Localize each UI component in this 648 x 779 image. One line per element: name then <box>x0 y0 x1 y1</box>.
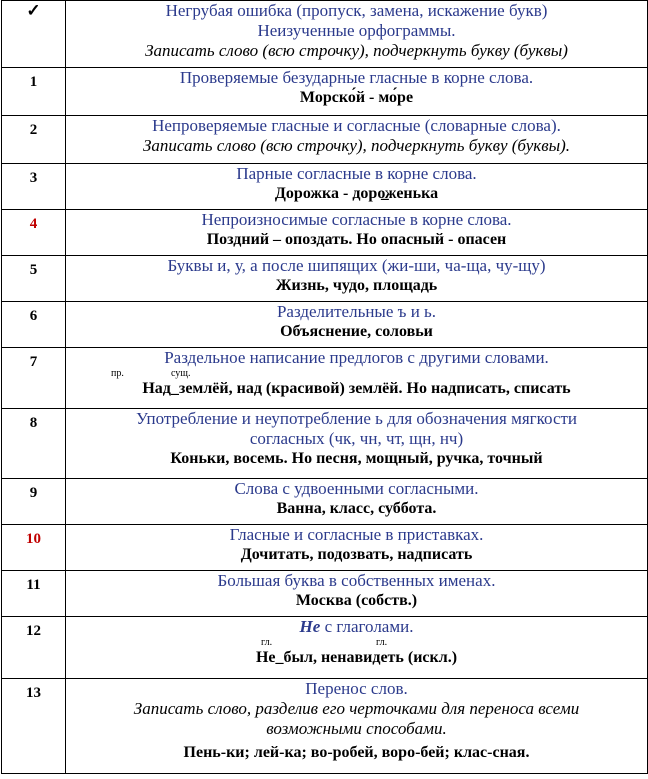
rule-text: с глаголами. <box>320 617 414 636</box>
row-number: ✓ <box>2 1 66 68</box>
noun-label: сущ. <box>171 368 191 379</box>
verb-label: гл. <box>261 637 273 648</box>
preposition-label: пр. <box>111 368 124 379</box>
rule-text: Парные согласные в корне слова. <box>236 164 477 183</box>
row-number: 11 <box>2 571 66 617</box>
rule-text: Негрубая ошибка (пропуск, замена, искажение букв) <box>165 1 548 20</box>
instruction-text: Записать слово (всю строчку), подчеркнуть букву (буквы) <box>145 41 568 60</box>
row-number: 7 <box>2 348 66 409</box>
example-text: Пень-ки; лей-ка; во-робей, воро-бей; клас-сная. <box>183 744 530 761</box>
example-text: Дочитать, подозвать, надписать <box>240 546 473 563</box>
table-row <box>2 679 648 774</box>
rule-text-line2: согласных (чк, чн, чт, щн, нч) <box>249 429 464 448</box>
instruction-text: Записать слово, разделив его черточками для переноса всеми <box>133 699 580 718</box>
row-number: 10 <box>2 525 66 571</box>
rule-text: Раздельное написание предлогов с другими словами. <box>164 348 549 367</box>
example-text: Жизнь, чудо, площадь <box>275 277 438 294</box>
rule-text: Разделительные ъ и ь. <box>276 302 437 321</box>
row-number: 9 <box>2 479 66 525</box>
table-row <box>2 164 648 210</box>
rule-text: Непроизносимые согласные в корне слова. <box>201 210 512 229</box>
table-row <box>2 116 648 164</box>
table-row <box>2 1 648 68</box>
row-number: 8 <box>2 409 66 479</box>
table-row <box>2 68 648 116</box>
rule-text-line2: Неизученные орфограммы. <box>257 21 456 40</box>
ne-particle: Не <box>299 617 321 636</box>
instruction-text-line2: возможными способами. <box>266 719 447 738</box>
instruction-text: Записать слово (всю строчку), подчеркнуть букву (буквы). <box>142 136 571 155</box>
rule-text: Большая буква в собственных именах. <box>217 571 496 590</box>
rule-text: Употребление и неупотребление ь для обозначения мягкости <box>135 409 578 428</box>
table-row <box>2 348 648 409</box>
row-number: 13 <box>2 679 66 774</box>
table-row <box>2 210 648 256</box>
table-row <box>2 302 648 348</box>
rule-text: Непроверяемые гласные и согласные (словарные слова). <box>152 116 561 135</box>
example-text: Ванна, класс, суббота. <box>276 500 437 517</box>
example-text: Поздний – опоздать. Но опасный - опасен <box>206 231 507 248</box>
rule-text: Слова с удвоенными согласными. <box>234 479 479 498</box>
spelling-errors-table <box>1 0 648 774</box>
rule-text: Перенос слов. <box>305 679 408 698</box>
row-number: 6 <box>2 302 66 348</box>
table-row <box>2 409 648 479</box>
row-number: 4 <box>2 210 66 256</box>
verb-label: гл. <box>376 637 388 648</box>
example-text: Над_землёй, над (красивой) землёй. Но надписать, списать <box>142 380 571 397</box>
example-text: Коньки, восемь. Но песня, мощный, ручка, точный <box>170 450 543 467</box>
rule-text: Буквы и, у, а после шипящих (жи-ши, ча-ща, чу-щу) <box>167 256 546 275</box>
table-row <box>2 256 648 302</box>
rule-text: Гласные и согласные в приставках. <box>229 525 484 544</box>
rule-text: Проверяемые безударные гласные в корне слова. <box>179 68 534 87</box>
example-text: Морско́й - мо́ре <box>299 89 414 106</box>
row-number: 2 <box>2 116 66 164</box>
table-row <box>2 479 648 525</box>
example-text: Не_был, ненавидеть (искл.) <box>255 649 458 666</box>
row-number: 3 <box>2 164 66 210</box>
example-text: Дорожка - доро̲женька <box>274 185 439 202</box>
table-row <box>2 525 648 571</box>
table-row <box>2 617 648 679</box>
row-number: 12 <box>2 617 66 679</box>
example-text: Объяснение, соловьи <box>280 323 433 340</box>
example-text: Москва (собств.) <box>295 592 418 609</box>
row-number: 5 <box>2 256 66 302</box>
table-row <box>2 571 648 617</box>
row-number: 1 <box>2 68 66 116</box>
